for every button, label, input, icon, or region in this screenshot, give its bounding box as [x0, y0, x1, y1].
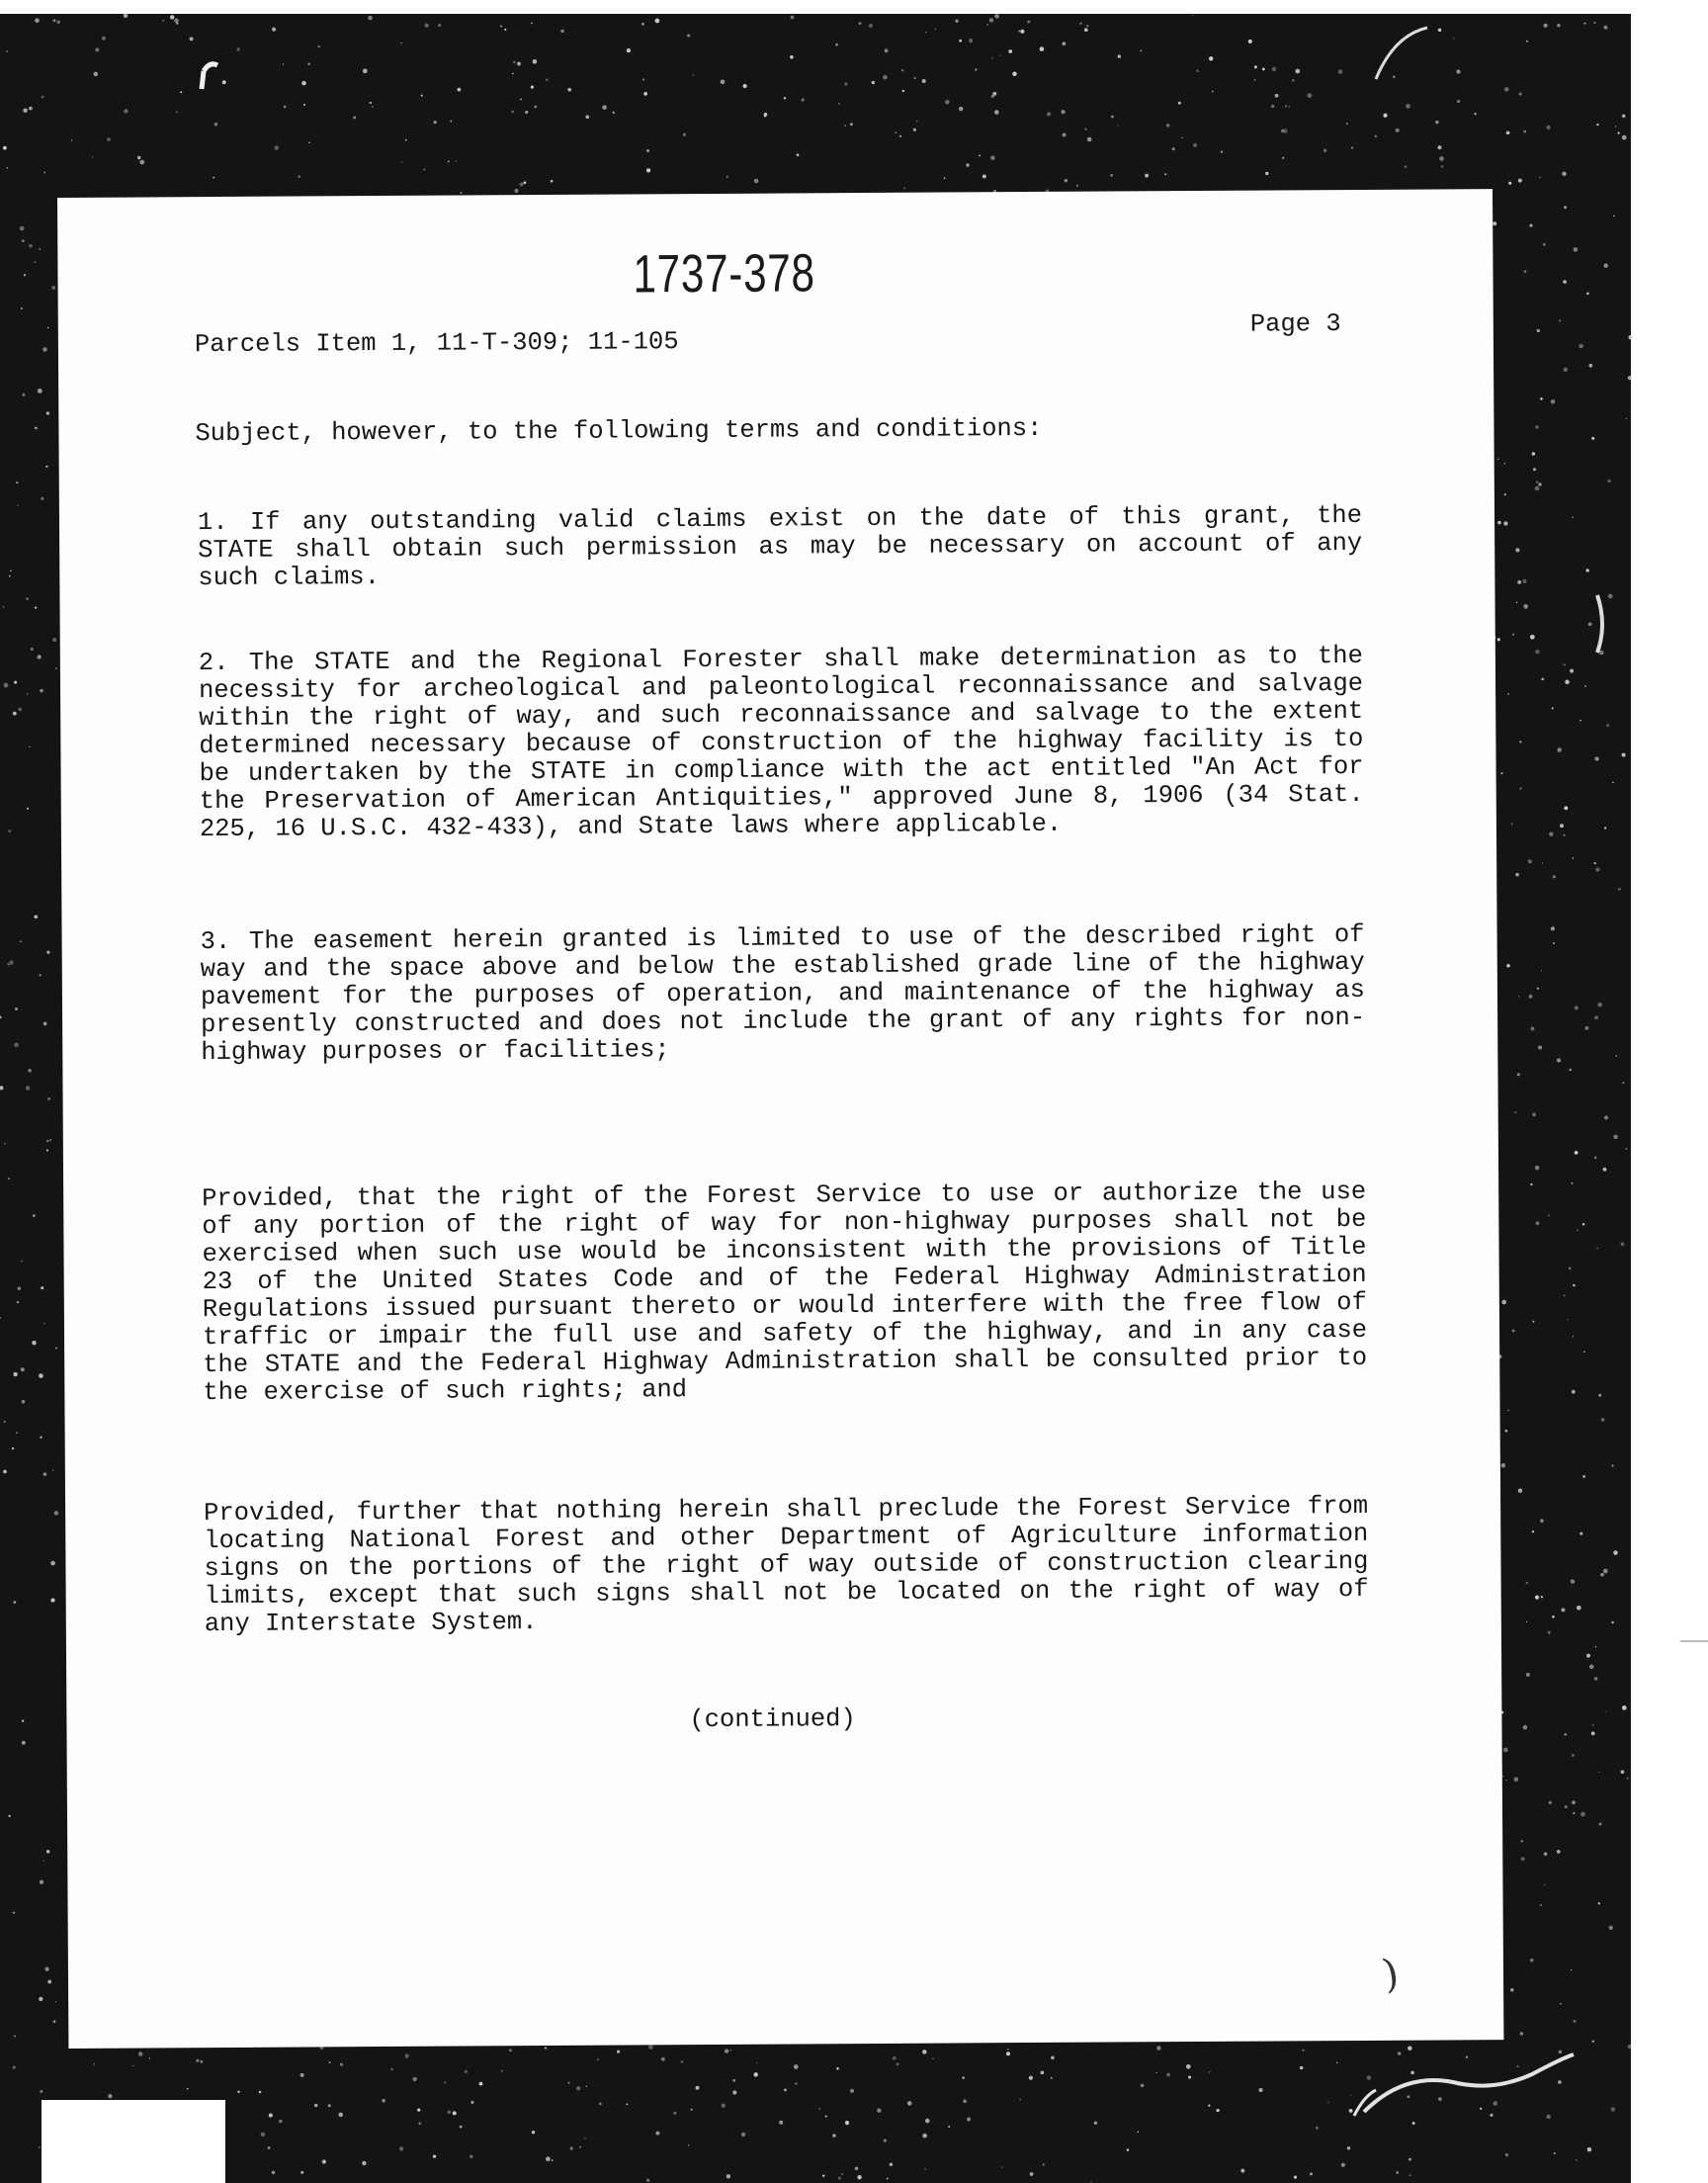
handwritten-mark: )	[1378, 1950, 1403, 1998]
parcel-reference: Parcels Item 1, 11-T-309; 11-105	[194, 327, 679, 360]
page-number: Page 3	[1249, 309, 1341, 339]
terms-intro: Subject, however, to the following terms and conditions:	[195, 413, 1043, 449]
document-stamp-number: 1737-378	[633, 243, 815, 305]
corner-label-patch	[42, 2100, 225, 2183]
continued-note: (continued)	[689, 1704, 856, 1735]
condition-paragraph-3: 3. The easement herein granted is limited to use of the described right of way and the space above and below the established grade line of the highway pavement for the purposes of operation, and maintenance of the highway as presently constructed and does not include the grant of any rights for non-highway purposes or facilities;	[200, 919, 1366, 1068]
proviso-paragraph-1: Provided, that the right of the Forest Service to use or authorize the use of any portion of the right of way for non-highway purposes shall not be exercised when such use would be inconsistent with the provisions of Title 23 of the United States Code and of the Federal Highway Administration Regulations issued pursuant thereto or would interfere with the free flow of traffic or impair the full use and safety of the highway, and in any case the STATE and the Federal Highway Administration shall be consulted prior to the exercise of such rights; and	[202, 1177, 1368, 1408]
condition-paragraph-2: 2. The STATE and the Regional Forester shall make determination as to the necessity for archeological and paleontological reconnaissance and salvage within the right of way, and such reconnaissance and salvage to the extent determined necessary because of construction of the highway facility is to be undertaken by the STATE in compliance with the act entitled "An Act for the Preservation of American Antiquities," approved June 8, 1906 (34 Stat. 225, 16 U.S.C. 432-433), and State laws where applicable.	[198, 641, 1364, 844]
document-sheet	[57, 189, 1503, 2049]
condition-paragraph-1: 1. If any outstanding valid claims exist on the date of this grant, the STATE shall obtain such permission as may be necessary on account of any such claims.	[197, 500, 1363, 593]
proviso-paragraph-2: Provided, further that nothing herein shall preclude the Forest Service from locating National Forest and other Department of Agriculture information signs on the portions of the right of way outside of construction clearing limits, except that such signs shall not be located on the right of way of any Interstate System.	[204, 1491, 1369, 1639]
